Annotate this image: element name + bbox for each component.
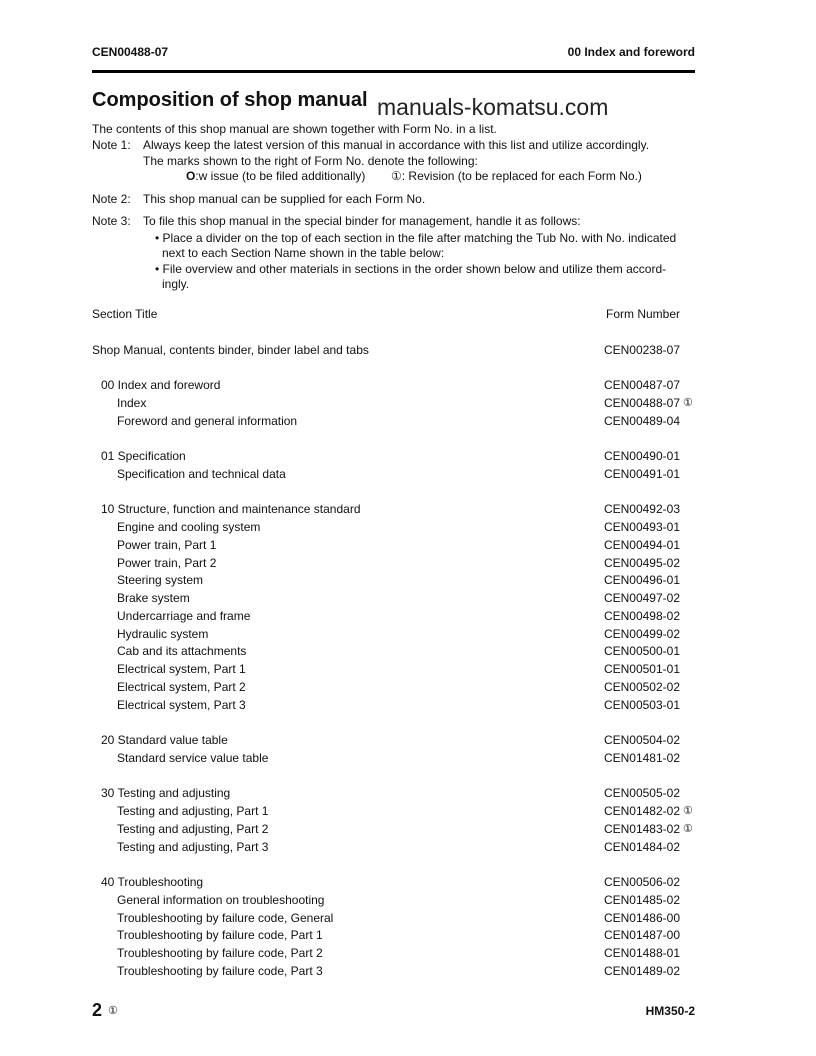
intro-text: The contents of this shop manual are shown together with Form No. in a list. — [92, 122, 497, 136]
table-row — [92, 785, 702, 803]
note3-label: Note 3: — [92, 214, 131, 228]
section-title: 01 Specification — [101, 449, 186, 463]
header-rule — [92, 70, 695, 73]
section-title: Index — [117, 395, 147, 410]
section-title: Steering system — [117, 573, 204, 588]
table-row — [92, 821, 702, 839]
table-row — [92, 679, 702, 697]
table-row — [92, 643, 702, 661]
table-row — [92, 750, 702, 768]
form-number: CEN00492-03 — [603, 502, 680, 517]
section-title: Power train, Part 2 — [117, 555, 217, 570]
table-row — [92, 927, 702, 945]
table-row — [92, 342, 702, 360]
form-number: CEN00504-02 — [603, 733, 680, 747]
section-title: Troubleshooting by failure code, Part 3 — [117, 963, 323, 978]
form-number: CEN00487-07 — [603, 378, 680, 392]
table-row — [92, 608, 702, 626]
form-number: CEN01483-02 — [603, 821, 680, 836]
table-row — [92, 732, 702, 750]
new-issue-mark: O — [186, 169, 196, 183]
note2-label: Note 2: — [92, 192, 131, 206]
page-number: 2 — [92, 1000, 103, 1020]
form-number: CEN00501-01 — [603, 662, 680, 676]
section-title: Troubleshooting by failure code, Part 2 — [117, 946, 323, 960]
section-title: Testing and adjusting, Part 1 — [117, 804, 269, 818]
spacer — [92, 714, 702, 732]
revision-mark-icon: ① — [683, 396, 693, 409]
section-title: Specification and technical data — [117, 466, 286, 481]
section-title: Shop Manual, contents binder, binder label and tabs — [92, 342, 369, 357]
col-form-number: Form Number — [605, 307, 680, 321]
table-row — [92, 945, 702, 963]
form-number-table — [92, 306, 702, 981]
section-title: 40 Troubleshooting — [101, 875, 204, 889]
form-number: CEN00489-04 — [603, 413, 680, 428]
spacer — [92, 359, 702, 377]
section-title: 20 Standard value table — [101, 733, 228, 747]
note1-line2: The marks shown to the right of Form No. denote the following: — [143, 154, 478, 168]
form-number: CEN00490-01 — [603, 449, 680, 463]
table-row — [92, 555, 702, 573]
form-number: CEN01481-02 — [603, 750, 680, 765]
revision-mark-icon: ① — [391, 169, 402, 183]
table-row — [92, 501, 702, 519]
note3-bullet2-cont: ingly. — [162, 277, 190, 291]
table-row — [92, 839, 702, 857]
form-number: CEN00488-07 — [603, 395, 680, 410]
table-row — [92, 697, 702, 715]
table-row — [92, 413, 702, 431]
form-number: CEN01486-00 — [603, 910, 680, 925]
section-title: Engine and cooling system — [117, 520, 261, 534]
page-title: Composition of shop manual — [92, 89, 368, 111]
section-title: Standard service value table — [117, 750, 269, 765]
section-title: Troubleshooting by failure code, General — [117, 910, 334, 925]
form-number: CEN00495-02 — [603, 555, 680, 570]
form-number: CEN01482-02 — [603, 804, 680, 818]
new-issue-text: :w issue (to be filed additionally) — [195, 169, 366, 183]
form-number: CEN00498-02 — [603, 608, 680, 623]
note3-text: To file this shop manual in the special binder for management, handle it as follows: — [143, 214, 581, 228]
section-title: Cab and its attachments — [117, 644, 247, 659]
table-row — [92, 963, 702, 981]
section-title: Electrical system, Part 3 — [117, 697, 246, 712]
table-row — [92, 448, 702, 466]
form-number: CEN00506-02 — [603, 875, 680, 889]
spacer — [92, 856, 702, 874]
section-title: 10 Structure, function and maintenance standard — [101, 502, 361, 517]
section-title: Testing and adjusting, Part 2 — [117, 821, 269, 836]
form-number: CEN00499-02 — [603, 626, 680, 641]
table-row — [92, 874, 702, 892]
spacer — [92, 484, 702, 502]
col-section-title: Section Title — [92, 307, 158, 321]
form-number: CEN00500-01 — [603, 644, 680, 659]
spacer — [92, 324, 702, 342]
table-row — [92, 803, 702, 821]
form-number: CEN01487-00 — [603, 928, 680, 943]
section-title: Undercarriage and frame — [117, 608, 251, 623]
revision-mark-icon: ① — [683, 805, 693, 817]
form-number: CEN00491-01 — [603, 466, 680, 481]
note2-text: This shop manual can be supplied for each Form No. — [143, 192, 426, 206]
form-number: CEN01485-02 — [603, 892, 680, 907]
form-number: CEN01484-02 — [603, 839, 680, 854]
legend-revision — [391, 169, 642, 183]
form-number: CEN00493-01 — [603, 520, 680, 534]
section-title: Troubleshooting by failure code, Part 1 — [117, 928, 323, 943]
section-title: General information on troubleshooting — [117, 892, 325, 907]
form-number: CEN00238-07 — [603, 342, 680, 357]
table-row — [92, 395, 702, 413]
spacer — [92, 430, 702, 448]
table-row — [92, 626, 702, 644]
table-row — [92, 910, 702, 928]
section-title: Testing and adjusting, Part 3 — [117, 839, 269, 854]
spacer — [92, 768, 702, 786]
header-doc-code: CEN00488-07 — [92, 45, 169, 59]
note1-line1: Always keep the latest version of this manual in accordance with this list and utilize accordingly. — [143, 138, 650, 152]
table-row — [92, 892, 702, 910]
table-row — [92, 537, 702, 555]
section-title: Hydraulic system — [117, 626, 209, 641]
note1-label: Note 1: — [92, 138, 131, 152]
legend-new-issue — [186, 169, 365, 183]
section-title: Brake system — [117, 591, 190, 605]
revision-mark-icon: ① — [683, 822, 693, 835]
section-title: 00 Index and foreword — [101, 378, 221, 392]
note3-bullet1-cont: next to each Section Name shown in the table below: — [162, 246, 445, 260]
form-number: CEN00505-02 — [603, 786, 680, 801]
watermark: manuals-komatsu.com — [377, 94, 609, 120]
section-title: Electrical system, Part 1 — [117, 662, 246, 676]
table-row — [92, 661, 702, 679]
note3-bullet2: • File overview and other materials in sections in the order shown below and utilize them accord- — [155, 262, 667, 276]
table-row — [92, 377, 702, 395]
table-row — [92, 590, 702, 608]
form-number: CEN00503-01 — [603, 697, 680, 712]
section-title: Electrical system, Part 2 — [117, 679, 246, 694]
note3-bullet1: • Place a divider on the top of each section in the file after matching the Tub No. with No. indicated — [155, 231, 677, 245]
form-number: CEN00496-01 — [603, 573, 680, 588]
form-number: CEN01488-01 — [603, 946, 680, 960]
form-number: CEN00502-02 — [603, 679, 680, 694]
form-number: CEN01489-02 — [603, 963, 680, 978]
page-revision-mark-icon: ① — [108, 1005, 118, 1017]
table-row — [92, 466, 702, 484]
section-title: 30 Testing and adjusting — [101, 786, 231, 801]
header-section: 00 Index and foreword — [567, 45, 695, 59]
table-row — [92, 572, 702, 590]
form-number: CEN00497-02 — [603, 591, 680, 605]
form-number: CEN00494-01 — [603, 537, 680, 552]
table-row — [92, 519, 702, 537]
section-title: Foreword and general information — [117, 413, 298, 428]
revision-text: : Revision (to be replaced for each Form No.) — [401, 169, 642, 183]
section-title: Power train, Part 1 — [117, 537, 217, 552]
model-number: HM350-2 — [645, 1004, 695, 1018]
table-header — [92, 306, 702, 324]
